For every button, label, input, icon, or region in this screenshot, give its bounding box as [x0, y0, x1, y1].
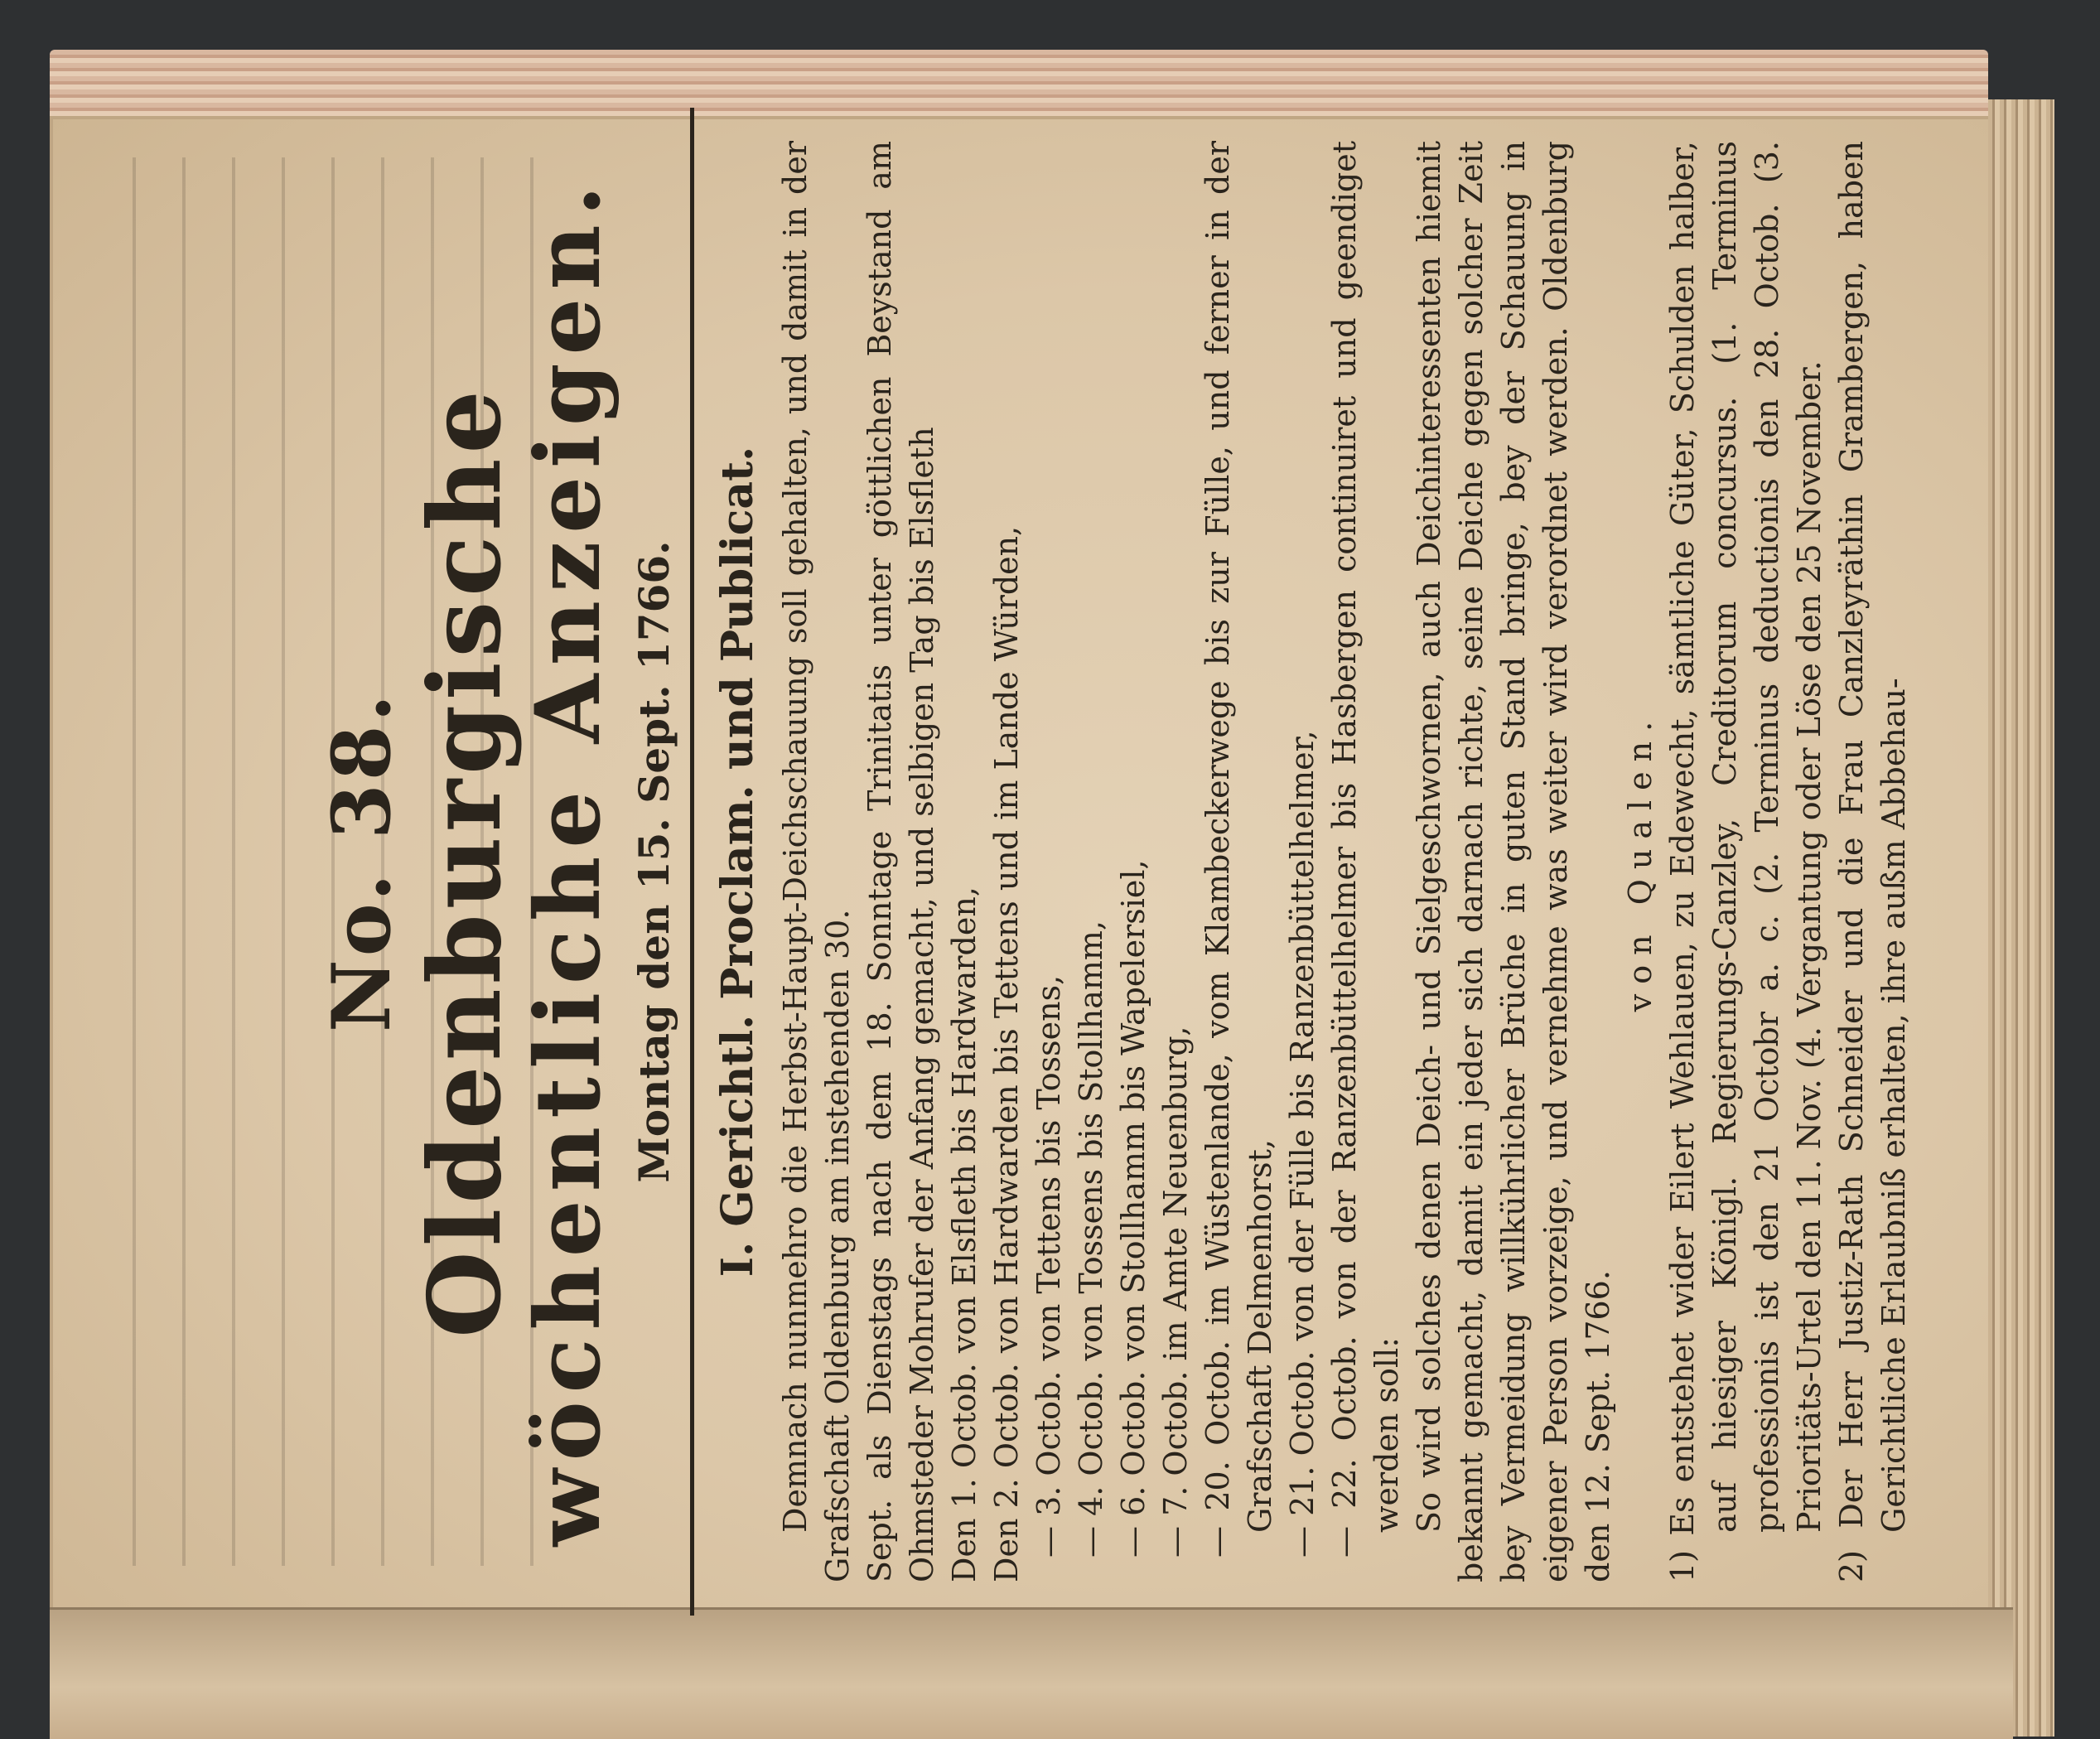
rotated-text-block [307, 75, 1912, 1649]
schedule-item: — 22. Octob. von der Ranzenbüttelhelmer bis Hasbergen continuiret und geendiget werden soll: [1326, 141, 1405, 1558]
schedule-item: — 20. Octob. im Wüstenlande, vom Klambeckerwege bis zur Fülle, und ferner in der Grafschaft Delmenhorst, [1200, 141, 1278, 1558]
issue-number: No. 38. [315, 691, 408, 1032]
schedule-item: — 4. Octob. von Tossens bis Stollhamm, [1073, 920, 1109, 1558]
heading-rule [690, 108, 694, 1616]
schedule-item: Den 2. Octob. von Hardwarden bis Tettens und im Lande Würden, [988, 525, 1025, 1582]
intro-paragraph-1: Demnach nunmehro die Herbst-Haupt-Deichschauung soll gehalten, und damit in der Grafschaft Oldenburg am instehenden 30. [777, 141, 856, 1582]
article-body [775, 141, 1915, 1582]
title-line-1: Oldenburgische [407, 385, 524, 1338]
schedule-item: — 21. Octob. von der Fülle bis Ranzenbüttelhelmer, [1284, 730, 1320, 1558]
schedule-item: — 6. Octob. von Stollhamm bis Wapelersiel, [1115, 859, 1151, 1558]
schedule-item: — 7. Octob. im Amte Neuenburg, [1157, 1026, 1194, 1558]
section-heading: I. Gerichtl. Proclam. und Publicat. [712, 446, 763, 1278]
closing-paragraph: So wird solches denen Deich- und Sielgeschwornen, auch Deichinteressenten hiemit bekannt gemacht, damit ein jeder sich darnach richte, seine Deiche gegen solcher Zeit bey Vermeidung willkührlicher Brüche in guten Stand bringe, bey der Schauung in eigener Person vorzeige, und vernehme was weiter wird verordnet werden. Oldenburg den 12. Sept. 1766. [1411, 141, 1616, 1582]
masthead [315, 75, 678, 1649]
title-line-2: wöchentliche Anzeigen. [516, 176, 620, 1547]
intro-paragraph-2: Sept. als Dienstags nach dem 18. Sonntage Trinitatis unter göttlichen Beystand am Ohmsteder Mohrufer der Anfang gemacht, und selbigen Tag bis Elsfleth [862, 141, 940, 1582]
schedule-item: — 3. Octob. von Tettens bis Tossens, [1031, 974, 1067, 1558]
schedule-item: Den 1. Octob. von Elsfleth bis Hardwarden, [946, 886, 982, 1582]
signature-line: von Qualen. [1622, 711, 1658, 1012]
book-fore-edge [1988, 99, 2054, 1737]
numbered-item: 1) Es entstehet wider Eilert Wehlauen, zu Edewecht, sämtliche Güter, Schulden halber, auf hiesiger Königl. Regierungs-Canzley, Creditorum concursus. (1. Terminus professionis ist den 21 Octobr a. c. (2. Terminus deductionis den 28. Octob. (3. Prioritäts-Urtel den 11. Nov. (4. Vergantung oder Löse den 25 November. [1664, 141, 1827, 1582]
dateline: Montag den 15. Sept. 1766. [630, 540, 678, 1183]
numbered-item: 2) Der Herr Justiz-Rath Schneider und die Frau Canzleyräthin Grambergen, haben Gerichtliche Erlaubniß erhalten, ihre außm Abbehau- [1833, 141, 1912, 1582]
